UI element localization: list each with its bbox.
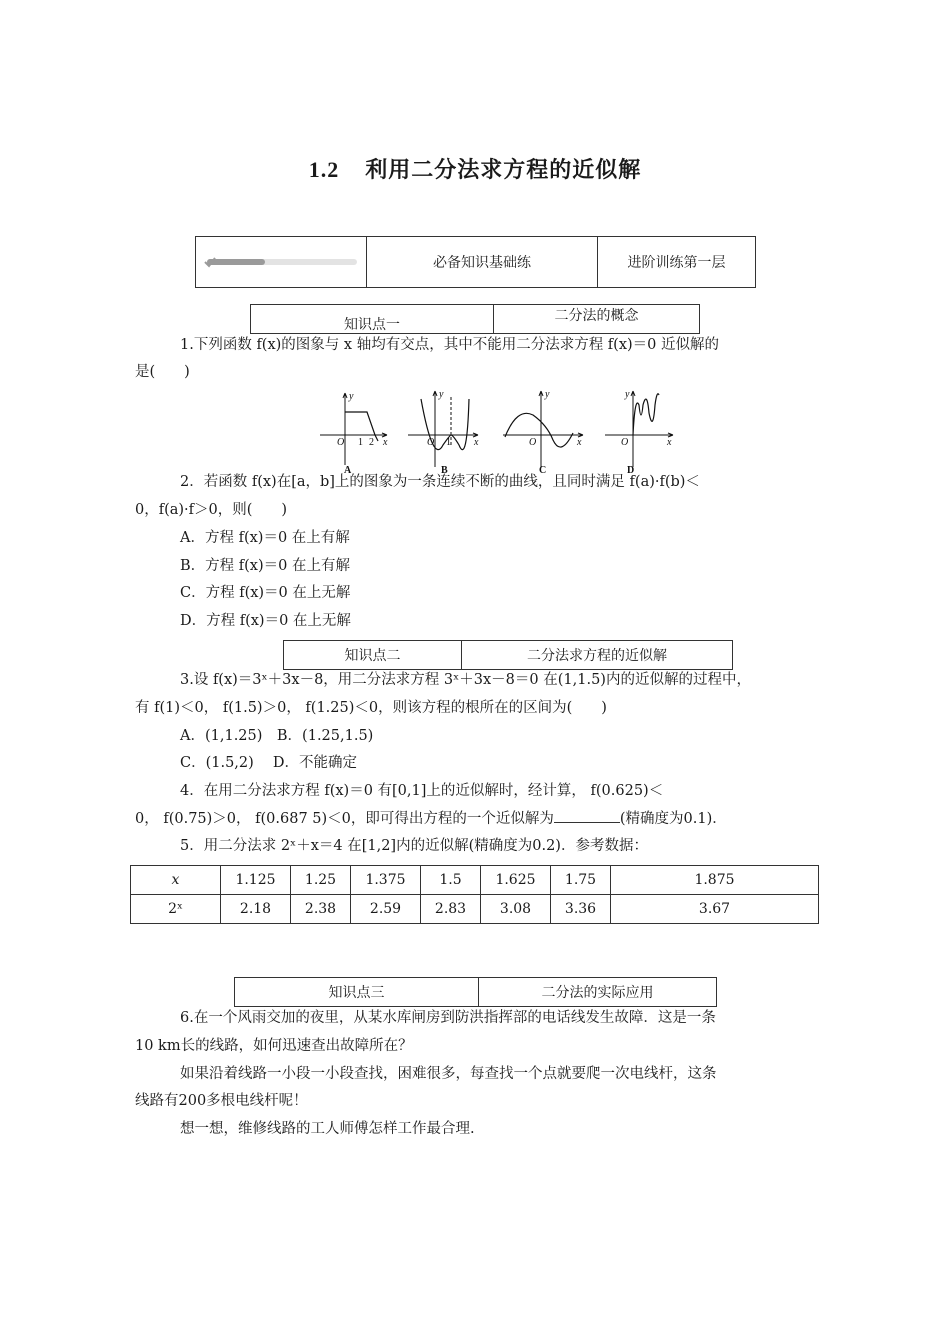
knowledge-topic: 二分法的概念 <box>554 308 639 324</box>
svg-text:O: O <box>529 437 537 448</box>
knowledge-topic: 二分法求方程的近似解 <box>527 648 667 664</box>
section-title: 利用二分法求方程的近似解 <box>365 158 642 183</box>
knowledge-point-1 <box>250 304 700 334</box>
q6-line5: 想一想，维修线路的工人师傅怎样工作最合理. <box>180 1121 475 1137</box>
q3-line1: 3.设 f(x)＝3ˣ＋3x－8，用二分法求方程 3ˣ＋3x－8＝0 在(1,1.5)内的近似解的过程中， <box>180 672 751 688</box>
q3-line2: 有 f(1)＜0， f(1.5)＞0， f(1.25)＜0，则该方程的根所在的区间为( ) <box>135 700 607 716</box>
table-cell: 3.36 <box>551 895 611 924</box>
svg-text:x: x <box>474 437 479 448</box>
q3-options-ab: A．(1,1.25) B．(1.25,1.5) <box>180 728 374 744</box>
svg-text:y: y <box>349 391 354 402</box>
q2-option-b: B．方程 f(x)＝0 在上有解 <box>180 558 350 574</box>
table-cell: 1.875 <box>611 866 819 895</box>
svg-text:D: D <box>627 465 635 475</box>
graph-c-icon <box>503 389 583 475</box>
svg-text:1: 1 <box>446 437 451 448</box>
svg-text:y: y <box>439 389 444 400</box>
table-cell: 2ˣ <box>131 895 221 924</box>
table-cell: 2.18 <box>221 895 291 924</box>
q6-line2: 10 km长的线路，如何迅速查出故障所在？ <box>135 1038 413 1054</box>
graph-b-icon <box>408 389 479 475</box>
graph-d-icon <box>605 389 673 475</box>
q1-line1: 1.下列函数 f(x)的图象与 x 轴均有交点，其中不能用二分法求方程 f(x)＝0 近似解的 <box>180 337 719 353</box>
svg-text:2: 2 <box>369 437 374 448</box>
q2-line2: 0，f(a)·f＞0，则( ) <box>135 502 288 518</box>
svg-text:O: O <box>337 437 345 448</box>
q6-line4: 线路有200多根电线杆呢！ <box>135 1093 308 1109</box>
progress-cell <box>196 237 367 287</box>
svg-text:B: B <box>441 465 448 475</box>
svg-text:y: y <box>545 389 550 400</box>
table-cell: 3.67 <box>611 895 819 924</box>
table-cell: 2.59 <box>351 895 421 924</box>
svg-text:A: A <box>344 465 352 475</box>
q2-option-a: A．方程 f(x)＝0 在上有解 <box>180 530 350 546</box>
q2-line1: 2．若函数 f(x)在[a，b]上的图象为一条连续不断的曲线，且同时满足 f(a)·f(b)＜ <box>180 474 700 490</box>
knowledge-label: 知识点三 <box>235 978 479 1006</box>
reference-data-table <box>130 865 819 924</box>
table-cell: 3.08 <box>481 895 551 924</box>
table-row <box>131 866 819 895</box>
table-cell: 1.75 <box>551 866 611 895</box>
function-graphs <box>315 385 685 475</box>
table-cell: 1.25 <box>291 866 351 895</box>
table-cell: 1.125 <box>221 866 291 895</box>
table-cell: 1.5 <box>421 866 481 895</box>
knowledge-point-2 <box>283 640 733 670</box>
svg-text:O: O <box>427 437 435 448</box>
knowledge-topic: 二分法的实际应用 <box>541 985 654 1001</box>
q5-line1: 5．用二分法求 2ˣ＋x＝4 在[1,2]内的近似解(精确度为0.2)．参考数据： <box>180 838 648 854</box>
q2-option-d: D．方程 f(x)＝0 在上无解 <box>180 613 351 629</box>
q6-line3: 如果沿着线路一小段一小段查找，困难很多，每查找一个点就要爬一次电线杆，这条 <box>180 1066 717 1082</box>
table-row <box>131 895 819 924</box>
q6-line1: 6.在一个风雨交加的夜里，从某水库闸房到防洪指挥部的电话线发生故障．这是一条 <box>180 1010 716 1026</box>
answer-blank <box>554 808 620 823</box>
svg-text:O: O <box>621 437 629 448</box>
svg-text:x: x <box>667 437 672 448</box>
practice-header <box>195 236 756 288</box>
q4-line1: 4．在用二分法求方程 f(x)＝0 有[0,1]上的近似解时，经计算， f(0.625)＜ <box>180 783 664 799</box>
svg-text:y: y <box>625 389 630 400</box>
q3-options-cd: C．(1.5,2) D．不能确定 <box>180 755 358 771</box>
knowledge-label: 知识点一 <box>251 305 494 333</box>
svg-text:x: x <box>577 437 582 448</box>
header-basic-practice: 必备知识基础练 <box>367 237 598 287</box>
knowledge-point-3 <box>234 977 717 1007</box>
table-cell: x <box>131 866 221 895</box>
header-advanced-level: 进阶训练第一层 <box>627 255 726 271</box>
svg-text:C: C <box>539 465 547 475</box>
svg-text:1: 1 <box>358 437 363 448</box>
svg-text:x: x <box>383 437 388 448</box>
q1-line2: 是( ) <box>135 364 190 380</box>
table-cell: 1.625 <box>481 866 551 895</box>
table-cell: 2.38 <box>291 895 351 924</box>
page-title <box>0 153 950 184</box>
table-cell: 2.83 <box>421 895 481 924</box>
progress-bar-icon <box>201 255 361 269</box>
q2-option-c: C．方程 f(x)＝0 在上无解 <box>180 585 351 601</box>
knowledge-label: 知识点二 <box>284 641 462 669</box>
table-cell: 1.375 <box>351 866 421 895</box>
q4-line2: 0， f(0.75)＞0， f(0.687 5)＜0，即可得出方程的一个近似解为 (精确度为0.1)． <box>135 808 727 829</box>
graph-a-icon <box>320 391 388 475</box>
section-number: 1.2 <box>308 157 340 182</box>
